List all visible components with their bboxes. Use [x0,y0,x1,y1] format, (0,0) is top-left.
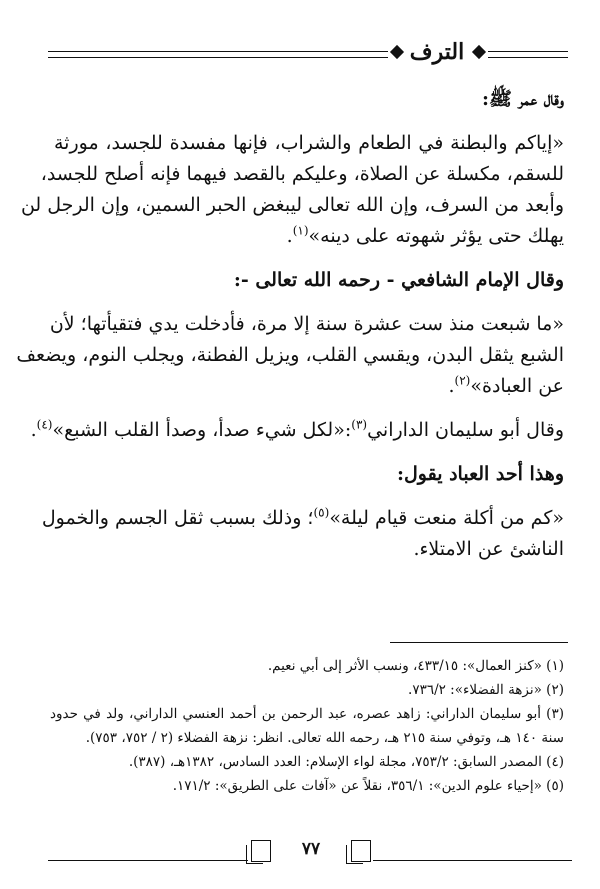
text-line: «ما شبعت منذ ست عشرة سنة إلا مرة، فأدخلت يدي فتقيأتها؛ لأن [49,313,564,335]
header-rule [488,51,568,52]
footnote: (٢) «نزهة الفضلاء»: ٧٣٦/٢. [408,682,564,698]
footnote-ref[interactable]: (٤) [36,417,53,432]
header-rule [48,51,388,52]
text-line: للسقم، مكسلة عن الصلاة، وعليكم بالقصد فيهما فإنه أصلح للجسد، [40,163,564,185]
page-header [48,38,568,68]
header-rule [488,57,568,58]
footnote-ref[interactable]: (٥) [313,505,330,520]
footnote: (١) «كنز العمال»: ٤٣٣/١٥، ونسب الأثر إلى أبي نعيم. [267,658,564,674]
text-line: الشبع يثقل البدن، ويقسي القلب، ويزيل الفطنة، ويجلب النوم، ويضعف [16,344,564,366]
running-title: الترف [409,39,465,65]
text-line: وقال أبو سليمان الداراني$^{(٣)}$:«لكل شيء صدأ، وصدأ القلب الشبع»$^{(٤)}$. [30,417,564,441]
header-rule [48,57,388,58]
page-number: ٧٧ [301,839,321,859]
text-line: «كم من أكلة منعت قيام ليلة»$^{(٥)}$؛ وذلك بسبب ثقل الجسم والخمول [41,505,564,529]
diamond-ornament-icon [472,45,486,59]
text-line: عن العبادة»$^{(٢)}$. [448,373,564,397]
page-footer [48,837,572,867]
text-line: «إياكم والبطنة في الطعام والشراب، فإنها مفسدة للجسد، مورثة [54,132,564,154]
diamond-ornament-icon [390,45,404,59]
footer-rule [48,860,248,861]
page-ornament-icon [251,840,271,862]
footnote: (٤) المصدر السابق: ٧٥٣/٢، مجلة لواء الإسلام: العدد السادس، ١٣٨٢هـ، (٣٨٧). [128,754,564,770]
footnote-separator [390,642,568,643]
footnote-ref[interactable]: (١) [292,223,309,238]
footer-rule [373,860,572,861]
footnote-ref[interactable]: (٢) [454,373,471,388]
text-line: الناشئ عن الامتلاء. [413,538,564,560]
footnote: سنة ١٤٠ هـ، وتوفي سنة ٢١٥ هـ، رحمه الله تعالى. انظر: نزهة الفضلاء (٢ / ٧٥٢، ٧٥٣). [85,730,564,746]
text-line: يهلك حتى يؤثر شهوته على دينه»$^{(١)}$. [286,223,564,247]
main-text [16,84,564,565]
paragraph-heading: وهذا أحد العباد يقول: [396,463,564,485]
page-ornament-icon [351,840,371,862]
footnote-ref[interactable]: (٣) [351,417,368,432]
footnote: (٥) «إحياء علوم الدين»: ٣٥٦/١، نقلاً عن «آفات على الطريق»: ١٧١/٢. [172,778,564,794]
footnote: (٣) أبو سليمان الداراني: زاهد عصره، عبد الرحمن بن أحمد العنسي الداراني، ولد في حدود [50,706,564,722]
text-line: وأبعد من السرف، وإن الله تعالى ليبغض الحبر السمين، وإن الرجل لن [20,194,564,216]
footnotes [50,654,564,798]
paragraph-heading: وقال الإمام الشافعي - رحمه الله تعالى -: [233,269,564,291]
paragraph-heading: وقال عمر ﷺ: [481,88,564,110]
